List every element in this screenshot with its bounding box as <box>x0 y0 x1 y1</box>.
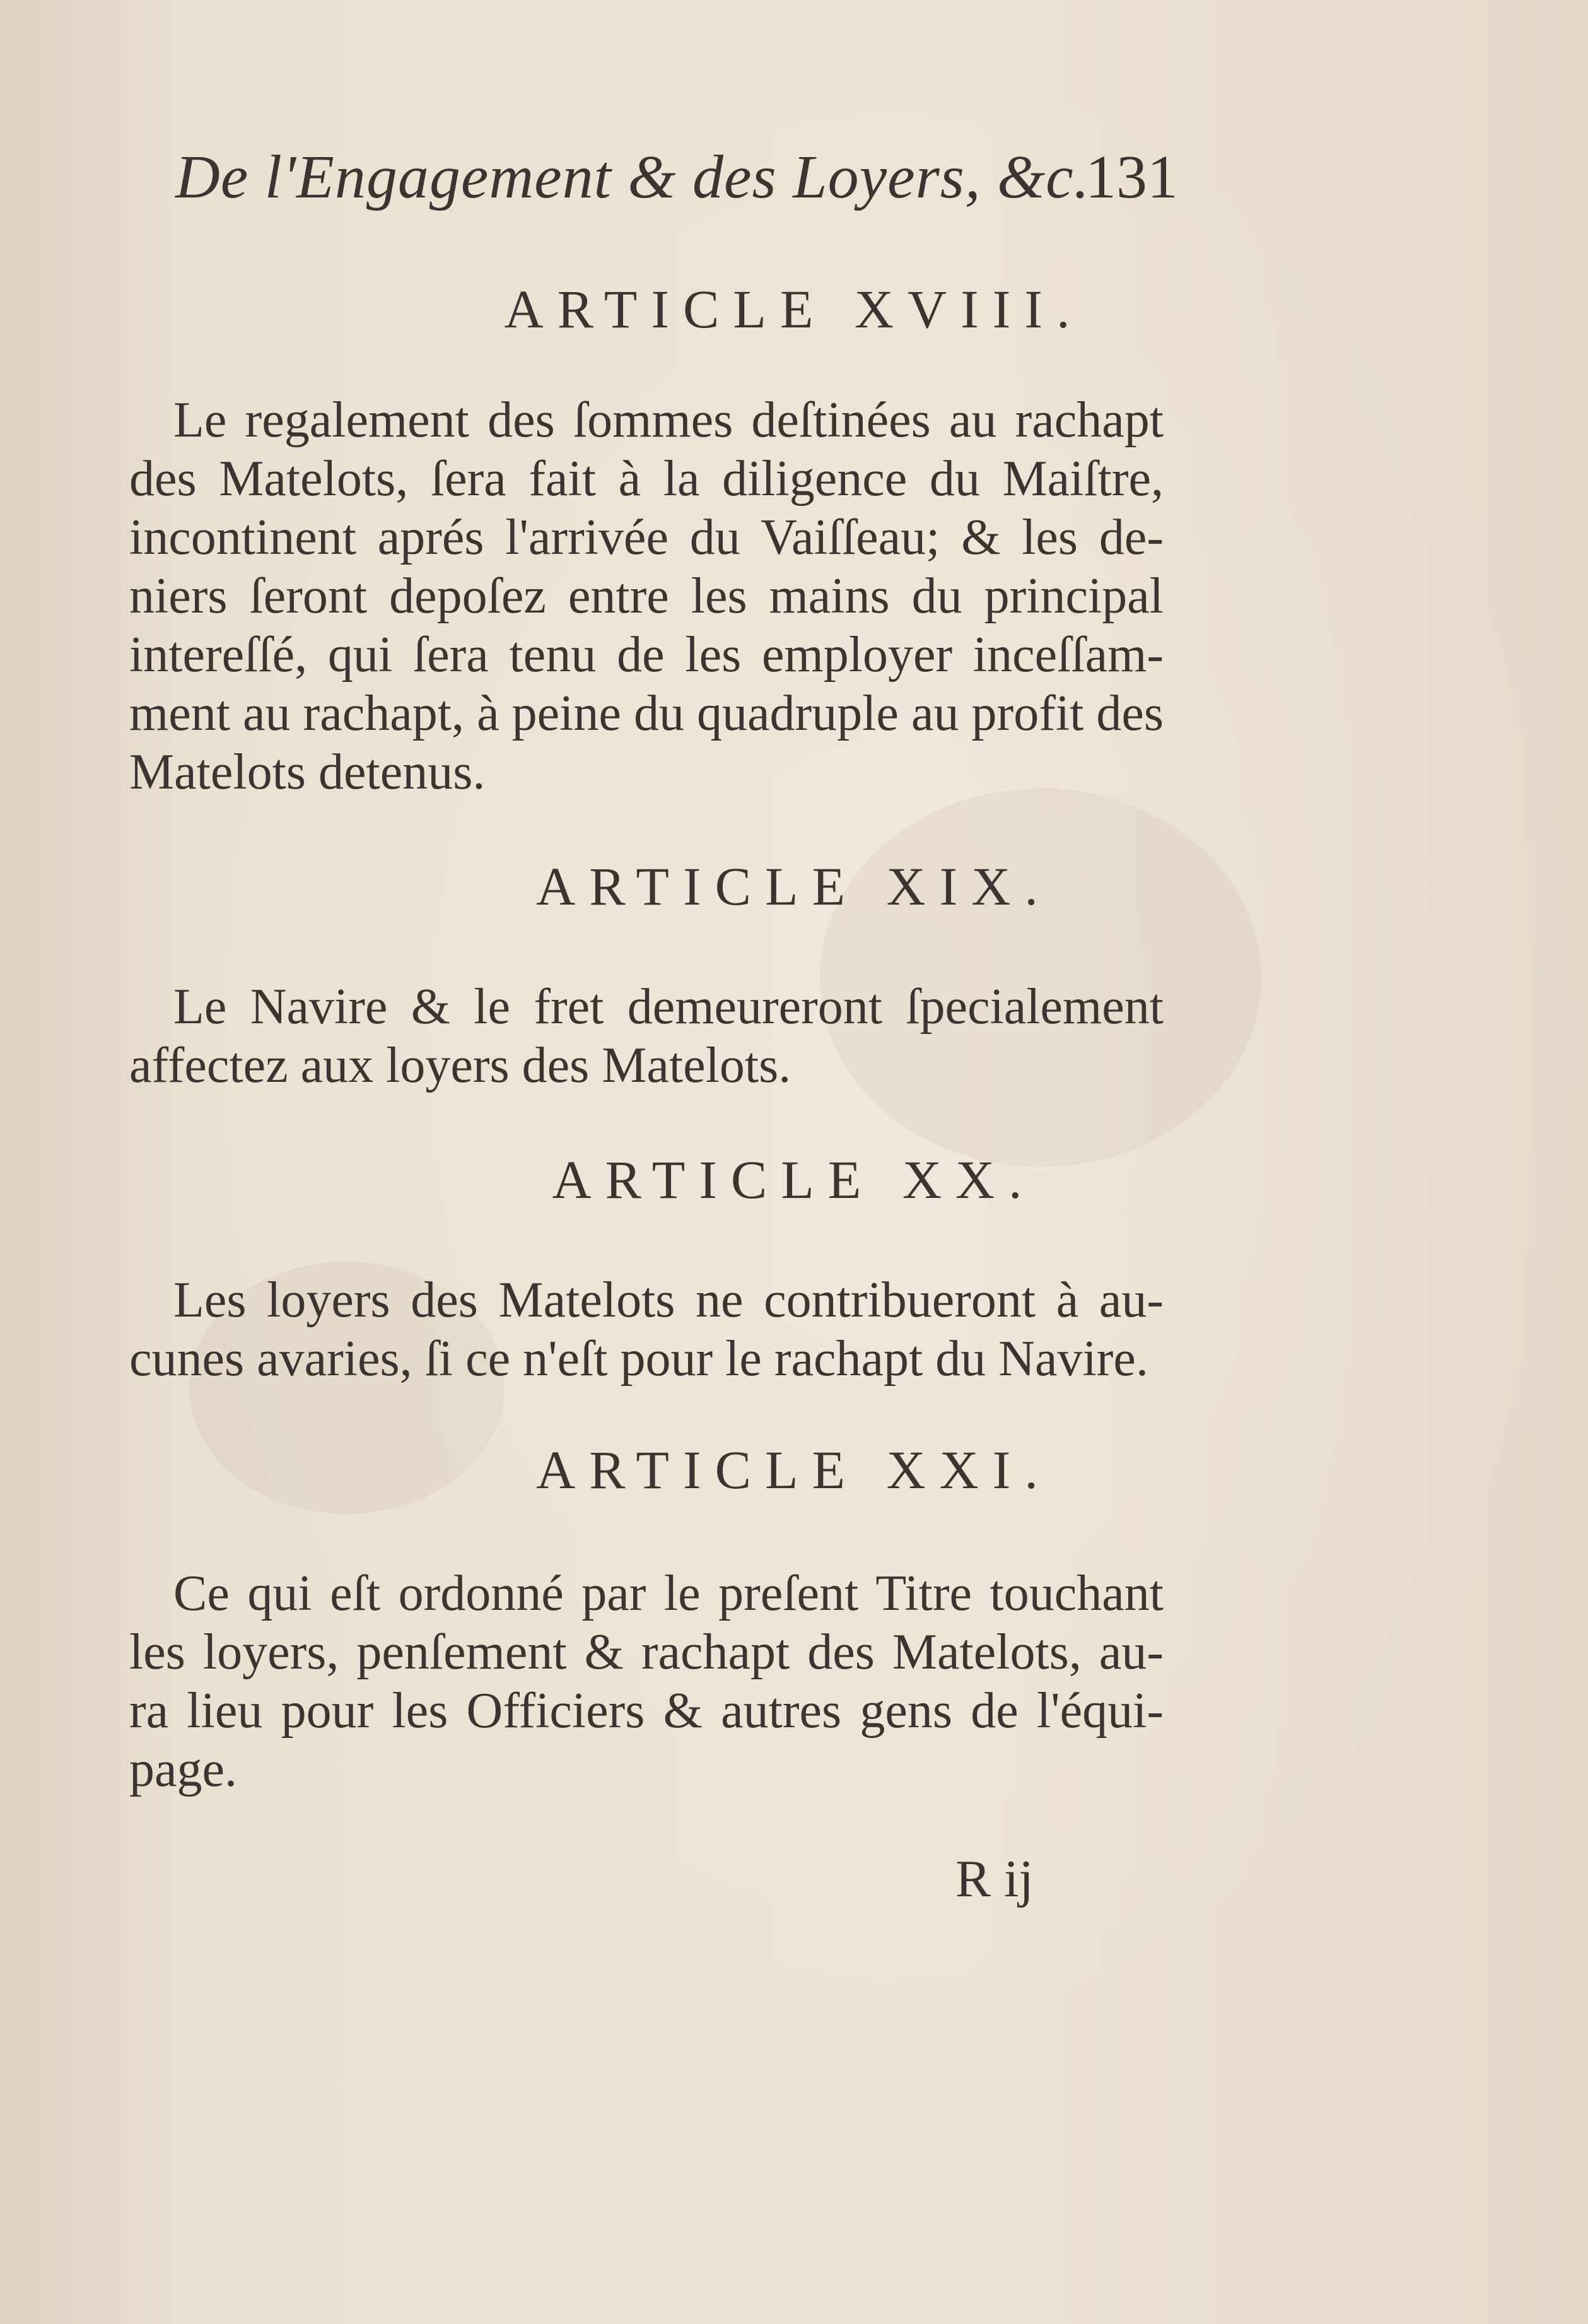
page-number: 131 <box>1085 143 1178 211</box>
text-line: niers ſeront depoſez entre les mains du principal <box>129 568 1164 624</box>
text-line: ra lieu pour les Officiers & autres gens de l'équi- <box>129 1683 1164 1739</box>
article-text <box>129 978 1164 1095</box>
article-text <box>129 1271 1164 1388</box>
text-line: Le Navire & le fret demeureront ſpecialement <box>173 979 1164 1035</box>
article-heading: ARTICLE XX. <box>552 1149 1036 1210</box>
article-heading: ARTICLE XXI. <box>536 1440 1052 1500</box>
signature-mark: R ij <box>955 1850 1034 1908</box>
text-line: intereſſé, qui ſera tenu de les employer inceſſam- <box>129 627 1164 683</box>
text-line: Le regalement des ſommes deſtinées au rachapt <box>173 392 1164 448</box>
text-line: incontinent aprés l'arrivée du Vaiſſeau; & les de- <box>129 510 1164 565</box>
text-line: cunes avaries, ſi ce n'eſt pour le rachapt du Navire. <box>129 1331 1148 1387</box>
text-line: Matelots detenus. <box>129 744 486 800</box>
article-text <box>129 1564 1164 1799</box>
article-text <box>129 391 1164 802</box>
running-title: De l'Engagement & des Loyers, &c. <box>175 143 1090 211</box>
text-line: les loyers, penſement & rachapt des Matelots, au- <box>129 1624 1164 1680</box>
article-heading: ARTICLE XVIII. <box>504 279 1084 339</box>
running-head <box>175 142 1178 224</box>
article-heading: ARTICLE XIX. <box>536 856 1052 917</box>
text-line: Les loyers des Matelots ne contribueront à au- <box>173 1272 1164 1328</box>
text-line: page. <box>129 1742 238 1797</box>
text-line: des Matelots, ſera fait à la diligence du Maiſtre, <box>129 451 1164 507</box>
text-line: affectez aux loyers des Matelots. <box>129 1038 791 1093</box>
text-line: Ce qui eſt ordonné par le preſent Titre touchant <box>173 1566 1164 1621</box>
text-line: ment au rachapt, à peine du quadruple au profit des <box>129 686 1164 741</box>
